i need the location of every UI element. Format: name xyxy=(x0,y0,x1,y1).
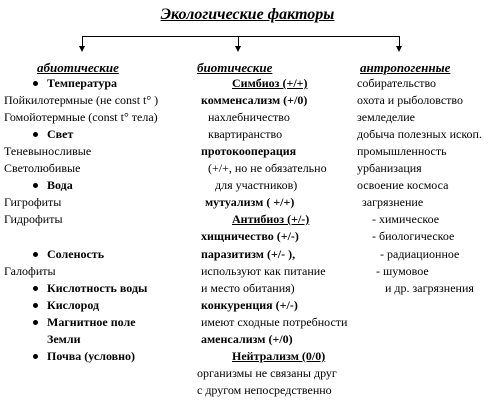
bullet-icon xyxy=(33,286,38,291)
biotic-line: нахлебничество xyxy=(208,110,290,124)
anthropogenic-line: - шумовое xyxy=(376,264,429,278)
anthropogenic-line: урбанизация xyxy=(357,161,422,175)
biotic-line: паразитизм (+/- ), xyxy=(201,247,296,261)
bullet-icon xyxy=(33,81,38,86)
biotic-line: аменсализм (+/0) xyxy=(201,332,293,346)
abiotic-factor-magnetic: Магнитное поле xyxy=(47,315,136,329)
bullet-icon xyxy=(33,303,38,308)
biotic-line: комменсализм (+/0) xyxy=(201,93,308,107)
biotic-line: имеют сходные потребности xyxy=(201,315,348,329)
biotic-line: хищничество (+/-) xyxy=(201,229,299,243)
biotic-line: организмы не связаны друг xyxy=(197,366,337,380)
arrow-down-icon xyxy=(82,36,83,47)
abiotic-line: Гигрофиты xyxy=(4,195,62,209)
biotic-symbiosis: Симбиоз (+/+) xyxy=(232,76,308,90)
bullet-icon xyxy=(33,132,38,137)
anthropogenic-line: земледелие xyxy=(357,110,415,124)
bullet-icon xyxy=(33,320,38,325)
arrow-down-icon xyxy=(238,36,239,47)
header-anthropogenic: антропогенные xyxy=(360,60,451,75)
abiotic-factor-soil: Почва (условно) xyxy=(47,349,136,363)
bullet-icon xyxy=(33,354,38,359)
abiotic-line: Земли xyxy=(47,332,81,346)
arrow-down-icon xyxy=(399,36,400,47)
bullet-icon xyxy=(33,183,38,188)
biotic-line: для участников) xyxy=(215,178,298,192)
abiotic-factor-temperature: Температура xyxy=(47,76,118,90)
abiotic-line: Светолюбивые xyxy=(4,161,81,175)
abiotic-line: Пойкилотермные (не const t° ) xyxy=(4,93,159,107)
biotic-antibiosis: Антибиоз (+/-) xyxy=(232,212,310,226)
biotic-line: используют как питание xyxy=(201,264,326,278)
bullet-icon xyxy=(33,252,38,257)
anthropogenic-line: и др. загрязнения xyxy=(385,281,474,295)
biotic-line: квартиранство xyxy=(208,127,283,141)
anthropogenic-line: промышленность xyxy=(357,144,447,158)
anthropogenic-line: освоение космоса xyxy=(357,178,449,192)
header-abiotic: абиотические xyxy=(37,60,119,75)
header-biotic: биотические xyxy=(197,60,273,75)
anthropogenic-line: охота и рыболовство xyxy=(357,93,463,107)
biotic-line: протокооперация xyxy=(201,144,297,158)
page-title: Экологические факторы xyxy=(160,6,335,23)
biotic-line: мутуализм ( +/+) xyxy=(205,195,295,209)
anthropogenic-line: загрязнение xyxy=(362,195,424,209)
abiotic-line: Галофиты xyxy=(4,264,56,278)
biotic-line: конкуренция (+/-) xyxy=(201,298,298,312)
abiotic-factor-acidity: Кислотность воды xyxy=(47,281,148,295)
anthropogenic-line: - радиационное xyxy=(380,247,460,261)
anthropogenic-line: - биологическое xyxy=(372,229,455,243)
biotic-line: и место обитания) xyxy=(201,281,295,295)
abiotic-factor-salinity: Соленость xyxy=(47,247,105,261)
abiotic-factor-oxygen: Кислород xyxy=(47,298,100,312)
abiotic-line: Теневыносливые xyxy=(4,144,92,158)
connector-line xyxy=(82,36,400,37)
abiotic-line: Гидрофиты xyxy=(4,212,63,226)
anthropogenic-line: добыча полезных ископ. xyxy=(357,127,482,141)
abiotic-factor-light: Свет xyxy=(47,127,74,141)
biotic-neutralism: Нейтрализм (0/0) xyxy=(232,349,326,363)
abiotic-factor-water: Вода xyxy=(47,178,73,192)
biotic-line: (+/+, но не обязательно xyxy=(208,161,327,175)
abiotic-line: Гомойотермные (const t° тела) xyxy=(4,110,158,124)
anthropogenic-line: собирательство xyxy=(357,76,437,90)
biotic-line: с другом непосредственно xyxy=(197,383,332,397)
anthropogenic-line: - химическое xyxy=(372,212,440,226)
